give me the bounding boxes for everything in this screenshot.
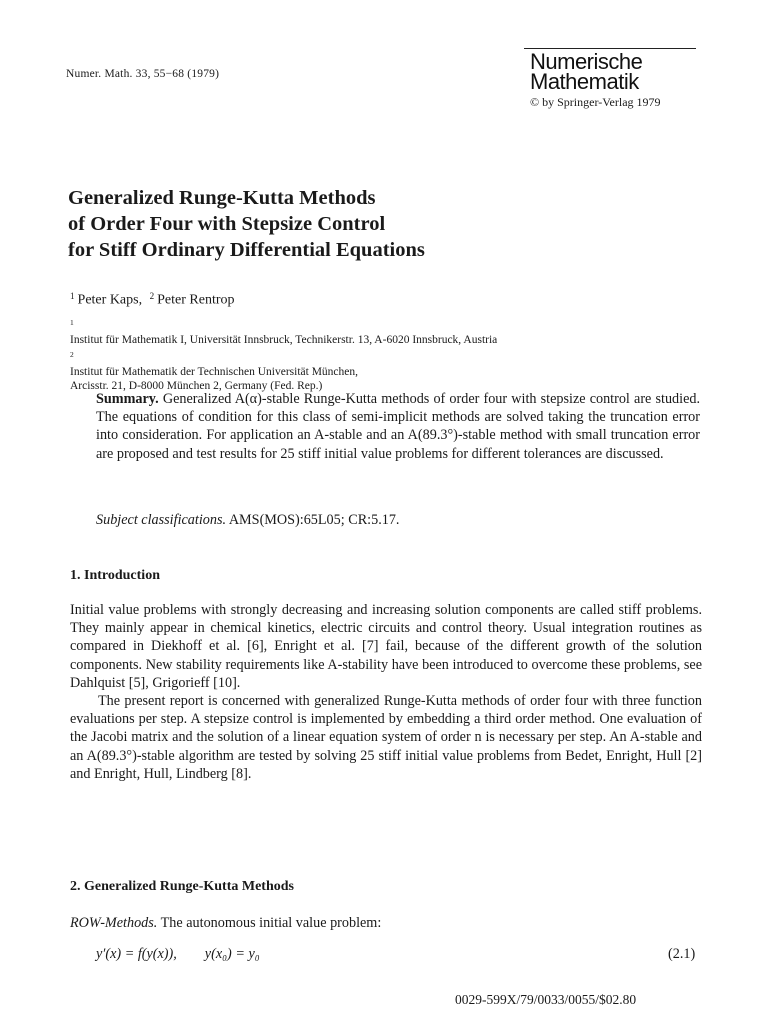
equation-left: y′(x) = f(y(x)),: [96, 946, 177, 962]
equation-2-1: [96, 946, 260, 963]
summary-label: Summary.: [96, 391, 159, 407]
author-1-mark: 1: [70, 291, 75, 301]
journal-masthead: [530, 49, 643, 94]
summary-text: Generalized A(α)-stable Runge-Kutta methods of order four with stepsize control are studied. The equations of condition for this class of semi-implicit methods are solved taking the truncation error into consideration. For application an A-stable and an A(89.3°)-stable method with small truncation error are proposed and test results for 25 stiff initial value problems for different tolerances are discussed.: [96, 391, 701, 462]
row-methods-paragraph: [70, 915, 381, 932]
affiliation-1-mark: 1: [70, 318, 74, 327]
section-1-body: [70, 601, 702, 783]
paper-title: [68, 185, 708, 263]
price-code: 0029-599X/79/0033/0055/$02.80: [455, 992, 637, 1007]
affiliation-1: [70, 316, 497, 348]
subject-label: Subject classifications.: [96, 512, 227, 528]
section-2-heading: 2. Generalized Runge-Kutta Methods: [70, 879, 294, 894]
author-1-name: Peter Kaps,: [77, 292, 143, 308]
row-methods-text: The autonomous initial value problem:: [160, 915, 382, 931]
title-line-1: Generalized Runge-Kutta Methods: [68, 187, 376, 209]
affiliation-2-mark: 2: [70, 349, 74, 359]
title-line-2: of Order Four with Stepsize Control: [68, 213, 386, 235]
intro-paragraph-1: Initial value problems with strongly decreasing and increasing solution components are called stiff problems. They mainly appear in chemical kinetics, electric circuits and control theory. Usual integration routines as compared in Diekhoff et al. [6], Enright et al. [7] fail, because of the different growth of the solution components. New stability requirements like A-stability have been introduced to overcome these problems, see Dahlquist [5], Grigorieff [10].: [70, 602, 702, 691]
intro-paragraph-2: The present report is concerned with generalized Runge-Kutta methods of order four with three function evaluations per step. A stepsize control is implemented by embedding a third order method. One evaluation of the Jacobi matrix and the solution of a linear equation system of order n is necessary per step. An A-stable and an A(89.3°)-stable algorithm are tested by solving 25 stiff initial value problems from Bedet, Enright, Hull [2] and Enright, Hull, Lindberg [8].: [70, 693, 702, 782]
masthead-line-1: Numerische: [530, 49, 643, 74]
journal-reference: Numer. Math. 33, 55−68 (1979): [66, 68, 220, 80]
summary-block: [96, 390, 700, 463]
copyright-notice: © by Springer-Verlag 1979: [530, 95, 661, 109]
affiliation-2-text-2: Arcisstr. 21, D-8000 München 2, Germany (Fed. Rep.): [70, 380, 323, 393]
masthead-line-2: Mathematik: [530, 69, 639, 94]
author-2-mark: 2: [149, 291, 155, 301]
row-methods-label: ROW-Methods.: [70, 915, 158, 931]
equation-number: (2.1): [668, 946, 696, 962]
author-2-name: Peter Rentrop: [157, 292, 235, 308]
equation-right: y(x₀) = y₀: [204, 946, 260, 962]
affiliation-2: [70, 348, 497, 380]
affiliation-2-text-1: Institut für Mathematik der Technischen Universität München,: [70, 365, 359, 378]
section-1-heading: 1. Introduction: [70, 568, 160, 583]
title-line-3: for Stiff Ordinary Differential Equations: [68, 239, 425, 261]
subject-classifications: [96, 512, 399, 529]
affiliations: [70, 316, 497, 394]
author-list: [70, 291, 235, 309]
subject-value: AMS(MOS):65L05; CR:5.17.: [228, 512, 400, 528]
affiliation-1-text: Institut für Mathematik I, Universität Innsbruck, Technikerstr. 13, A-6020 Innsbruck, Austria: [70, 334, 498, 347]
